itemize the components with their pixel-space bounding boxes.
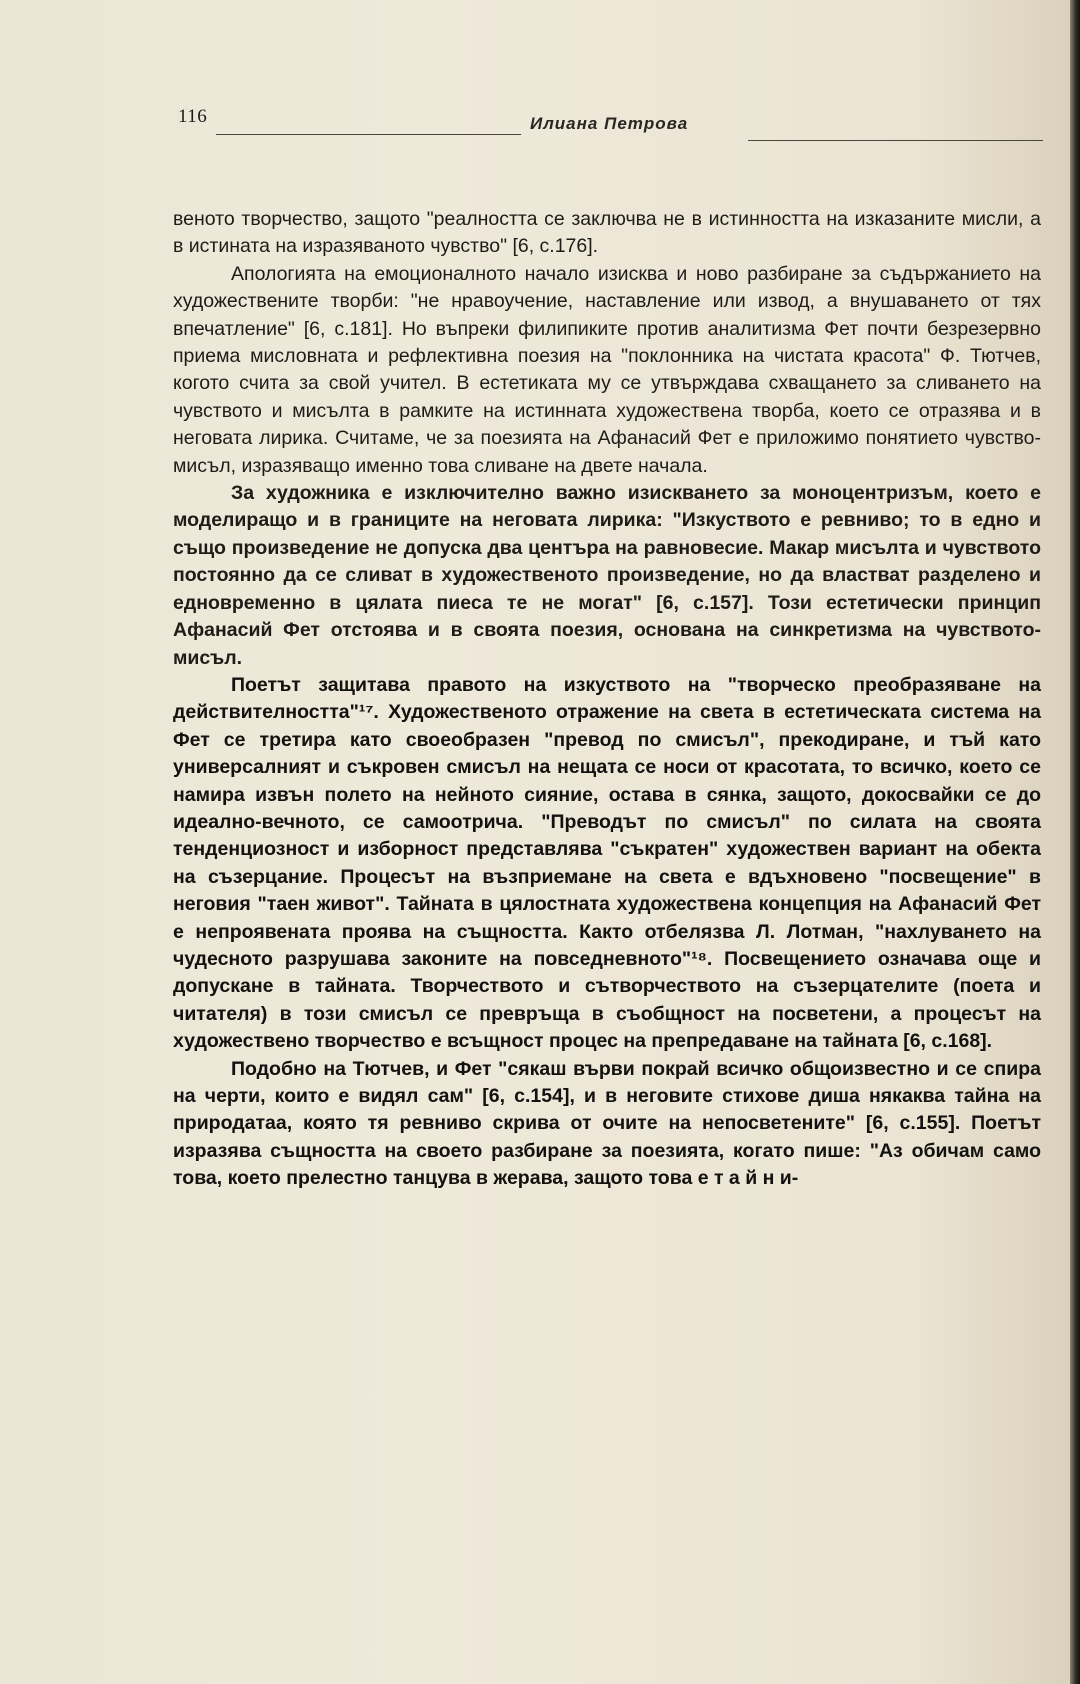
paragraph-2: Апологията на емоционалното начало изисква и ново разбиране за съдържанието на художествените творби: "не нравоучение, наставление или извод, а внушаването от тях впечатление" [6, с.181]. Но въпреки филипиките против аналитизма Фет почти безрезервно приема мисловната и рефлективна поезия на "поклонника на чистата красота" Ф. Тютчев, когото счита за свой учител. В естетиката му се утвърждава схващането за сливането на чувството и мисълта в рамките на истинната художествена творба, което се отразява и в неговата лирика. Считаме, че за поезията на Афанасий Фет е приложимо понятието чувство-мисъл, изразяващо именно това сливане на двете начала. — [173, 262, 1041, 477]
running-head: Илиана Петрова — [530, 114, 689, 133]
paragraph-5: Подобно на Тютчев, и Фет "сякаш върви покрай всичко общоизвестно и се спира на черти, които е видял сам" [6, с.154], и в неговите стихове диша някаква тайна на природатаа, която тя ревниво скрива от очите на непосветените" [6, с.155]. Поетът изразява същността на своето разбиране за поезията, когато пише: "Аз обичам само това, което прелестно танцува в жерава, защото това е т а й н и- — [173, 1057, 1041, 1190]
page-number: 116 — [178, 106, 208, 127]
paragraph-4: Поетът защитава правото на изкуството на "творческо преобразяване на действителността"¹⁷. Художественото отражение на света в естетическата система на Фет се третира като своеобразен "превод по смисъл", прекодиране, и тъй като универсалният и съкровен смисъл на нещата се носи от красотата, то всичко, което се намира извън полето на нейното сияние, остава в сянка, защото, докосвайки се до идеално-вечното, се самоотрича. "Преводът по смисъл" по силата на своята тенденциозност и изборност представлява "съкратен" художествен вариант на обекта на съзерцание. Процесът на възприемане на света е вдъхновено "посвещение" в неговия "таен живот". Тайната в цялостната художествена концепция на Афанасий Фет е непроявената проява на същността. Както отбелязва Л. Лотман, "нахлуването на чудесното разрушава законите на повседневното"¹⁸. Посвещението означава още и допускане в тайната. Творчеството и сътворчеството на съзерцателите (поета и читателя) в този смисъл се превръща в съобщност на посветени, а процесът на художествено творчество е всъщност процес на препредаване на тайната [6, с.168]. — [173, 673, 1041, 1053]
page-header — [178, 106, 1048, 142]
paragraph-1: веното творчество, защото "реалността се заключва не в истинността на изказаните мисли, а в истината на изразяваното чувство" [6, с.176]. — [173, 208, 1041, 258]
header-rule-right — [748, 140, 1043, 141]
paragraph-3: За художника е изключително важно изискването за моноцентризъм, което е моделиращо и в границите на неговата лирика: "Изкуството е ревниво; то в едно и също произведение не допуска два центъра на равновесие. Макар мисълта и чувството постоянно да се сливат в художественото произведение, но да властват разделено и едновременно в цялата пиеса те не могат" [6, с.157]. Този естетически принцип Афанасий Фет отстоява и в своята поезия, основана на синкретизма на чувството-мисъл. — [173, 482, 1041, 669]
page-edge-shadow — [1070, 0, 1080, 1684]
body-text — [173, 206, 1041, 1193]
header-rule-left — [216, 134, 521, 135]
